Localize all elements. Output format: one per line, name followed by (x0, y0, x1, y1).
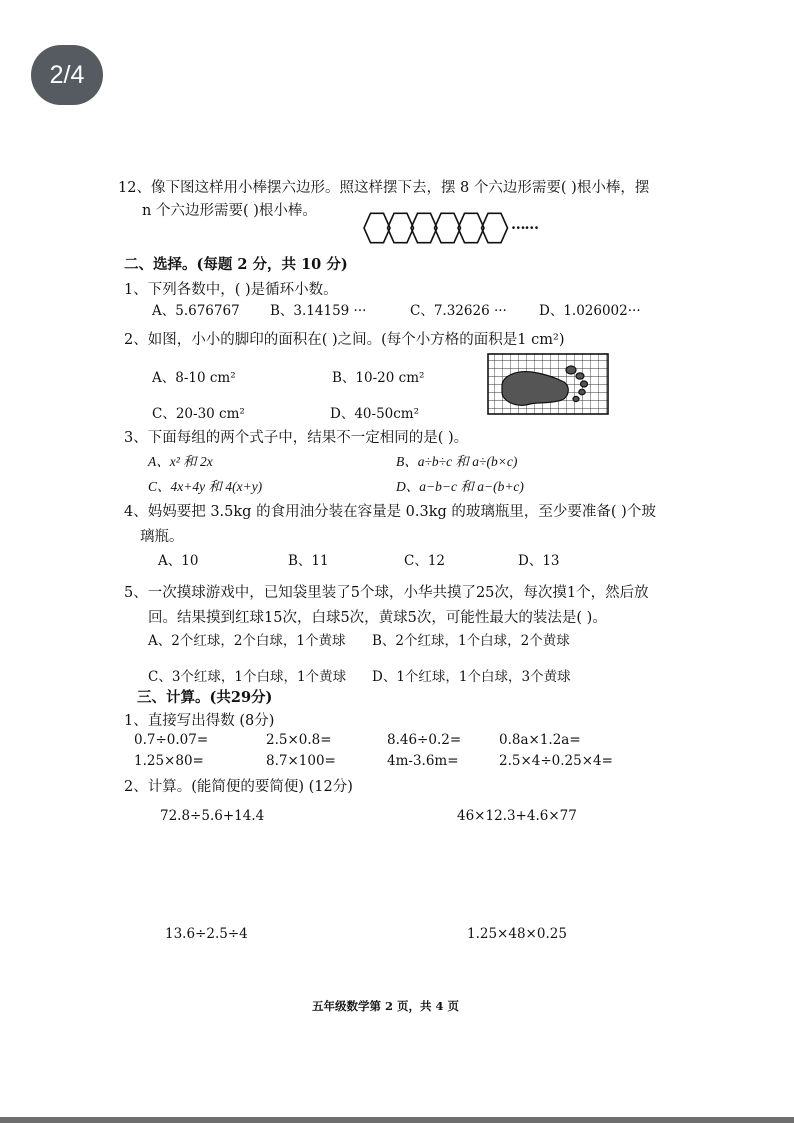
q1-option-a: A、5.676767 (152, 303, 240, 319)
q2-option-c: C、20-30 cm² (152, 406, 245, 422)
hexagon-chain-figure (362, 208, 512, 248)
q5-option-b: B、2个红球，1个白球，2个黄球 (372, 633, 570, 649)
oral-calc-item: 4m-3.6m= (387, 753, 459, 769)
q1-stem: 1、下列各数中，( )是循环小数。 (124, 282, 338, 298)
q5-option-c: C、3个红球，1个白球，1个黄球 (148, 669, 347, 685)
q3-option-c: C、4x+4y 和 4(x+y) (148, 479, 263, 494)
q4-option-a: A、10 (158, 553, 199, 569)
q12-line2: n 个六边形需要( )根小棒。 (142, 203, 317, 219)
hexagon-shape (364, 213, 390, 242)
section2-heading: 二、选择。(每题 2 分，共 10 分) (124, 256, 348, 273)
hexagon-shape (388, 213, 414, 242)
q5-option-d: D、1个红球，1个白球，3个黄球 (372, 669, 571, 685)
oral-calc-item: 1.25×80= (134, 753, 204, 769)
section3-heading: 三、计算。(共29分) (137, 689, 273, 706)
q1-option-d: D、1.026002··· (539, 303, 641, 319)
hexagon-shape (458, 213, 484, 242)
q4-line2: 璃瓶。 (140, 529, 184, 545)
q12-line1: 12、像下图这样用小棒摆六边形。照这样摆下去，摆 8 个六边形需要( )根小棒，摆 (118, 180, 650, 196)
q2-option-b: B、10-20 cm² (332, 370, 425, 386)
hexagon-shape (435, 213, 461, 242)
oral-calc-item: 8.7×100= (266, 753, 336, 769)
q1-option-c: C、7.32626 ··· (410, 303, 507, 319)
q3-option-b: B、a÷b÷c 和 a÷(b×c) (396, 454, 518, 469)
oral-calc-item: 8.46÷0.2= (387, 732, 462, 748)
calc-problem: 1.25×48×0.25 (467, 926, 567, 942)
calc-part1-title: 1、直接写出得数 (8分) (124, 713, 275, 729)
calc-problem: 13.6÷2.5÷4 (165, 926, 248, 942)
q2-stem: 2、如图，小小的脚印的面积在( )之间。(每个小方格的面积是1 cm²) (124, 332, 565, 348)
q4-option-d: D、13 (518, 553, 560, 569)
page-indicator-badge[interactable]: 2/4 (31, 45, 103, 105)
footprint-grid-figure (486, 352, 610, 416)
q3-stem: 3、下面每组的两个式子中，结果不一定相同的是( )。 (124, 430, 469, 446)
q5-option-a: A、2个红球，2个白球，1个黄球 (148, 633, 346, 649)
hexagon-shape (482, 213, 508, 242)
oral-calc-item: 2.5×0.8= (266, 732, 332, 748)
q3-option-a: A、x² 和 2x (148, 454, 213, 469)
oral-calc-item: 0.8a×1.2a= (499, 732, 581, 748)
page-footer: 五年级数学第 2 页，共 4 页 (312, 999, 460, 1013)
calc-problem: 46×12.3+4.6×77 (457, 808, 577, 824)
oral-calc-item: 2.5×4÷0.25×4= (499, 753, 613, 769)
hexagon-continuation-dots: …… (511, 216, 538, 233)
q4-option-b: B、11 (288, 553, 329, 569)
oral-calc-item: 0.7÷0.07= (134, 732, 209, 748)
bottom-scroll-bar[interactable] (0, 1117, 794, 1123)
calc-problem: 72.8÷5.6+14.4 (160, 808, 265, 824)
calc-part2-title: 2、计算。(能简便的要简便) (12分) (124, 779, 353, 795)
q3-option-d: D、a−b−c 和 a−(b+c) (396, 479, 524, 494)
q1-option-b: B、3.14159 ··· (270, 303, 367, 319)
q2-option-a: A、8-10 cm² (152, 370, 236, 386)
q2-option-d: D、40-50cm² (330, 406, 420, 422)
q5-line1: 5、一次摸球游戏中，已知袋里装了5个球，小华共摸了25次，每次摸1个，然后放 (124, 585, 649, 601)
q4-option-c: C、12 (404, 553, 446, 569)
q4-line1: 4、妈妈要把 3.5kg 的食用油分装在容量是 0.3kg 的玻璃瓶里，至少要准备( )个玻 (124, 504, 656, 520)
q5-line2: 回。结果摸到红球15次，白球5次，黄球5次，可能性最大的装法是( )。 (148, 610, 607, 626)
hexagon-shape (411, 213, 437, 242)
